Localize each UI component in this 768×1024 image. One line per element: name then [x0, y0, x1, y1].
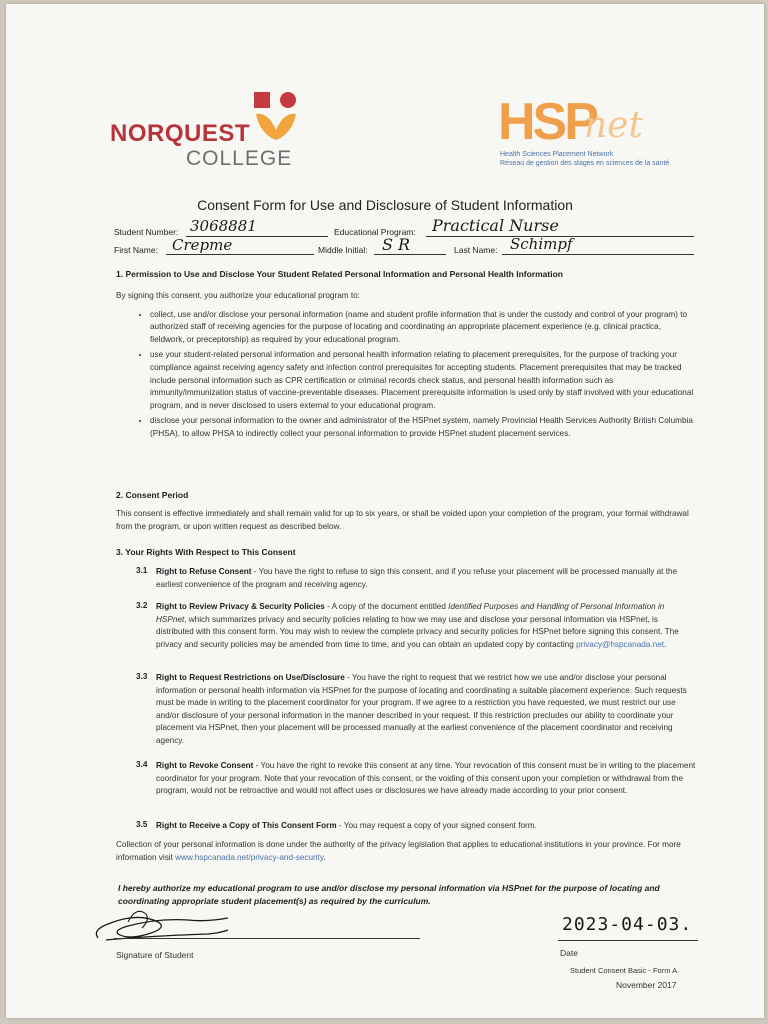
section-2-heading: 2. Consent Period: [116, 490, 189, 500]
list-item: • disclose your personal information to the owner and administrator of the HSPnet system, namely Provincial Health Services Authority British Columbia (PHSA), to allow PHSA to indirectly collect your personal information to provide HSPnet student placement services.: [150, 415, 696, 440]
section-3-4-body: [156, 760, 696, 798]
section-1-heading: 1. Permission to Use and Disclose Your Student Related Personal Information and Personal Health Information: [116, 269, 563, 279]
section-3-5-body: [156, 820, 696, 833]
section-1-intro: By signing this consent, you authorize your educational program to:: [116, 291, 360, 300]
middle-initial-line: [374, 254, 446, 255]
section-1-list: [130, 309, 696, 441]
section-3-2-text-a: - A copy of the document entitled: [324, 602, 449, 611]
section-3-2-document-title: Identified Purposes and Handling of Personal Information in HSPnet: [156, 602, 665, 624]
last-name-label: Last Name:: [454, 245, 498, 255]
signature-line: [114, 938, 420, 939]
section-3-2-number: 3.2: [136, 601, 148, 610]
section-3-4-title: Right to Revoke Consent: [156, 761, 254, 770]
section-3-3-title: Right to Request Restrictions on Use/Disclosure: [156, 673, 345, 682]
hspnet-logo: HSP: [498, 93, 596, 151]
consent-form-page: [6, 4, 764, 1018]
first-name-line: [166, 254, 314, 255]
collection-text: Collection of your personal information is done under the authority of the privacy legislation that applies to educational institutions in your province. For more information visit: [116, 840, 681, 862]
date-line: [558, 940, 698, 941]
section-3-2-text-b: , which summarizes privacy and security policies relating to how we may use and disclose your personal information via HSPnet, is distributed with this consent form. You may wish to review the complete privacy and security policies for HSPnet before signing this consent. The privacy and security policies may be amended from time to time, and you can obtain an updated copy by contacting: [156, 614, 679, 649]
section-3-2-body: [156, 601, 696, 651]
norquest-name: NORQUEST: [110, 120, 251, 147]
signature-date-value[interactable]: 2023-04-03.: [562, 914, 693, 935]
privacy-security-link[interactable]: www.hspcanada.net/privacy-and-security: [175, 852, 324, 862]
privacy-email-link[interactable]: privacy@hspcanada.net: [576, 639, 665, 649]
section-2-body: This consent is effective immediately and shall remain valid for up to six years, or shall be voided upon your completion of the program, your formal withdrawal from the program, or upon written request as described below.: [116, 509, 689, 531]
student-signature[interactable]: [88, 900, 238, 950]
section-3-1-number: 3.1: [136, 566, 148, 575]
section-3-3-body: [156, 672, 696, 748]
student-number-label: Student Number:: [114, 227, 179, 237]
section-3-2-title: Right to Review Privacy & Security Policies: [156, 602, 325, 611]
first-name-value[interactable]: Crepme: [172, 236, 233, 254]
section-3-2-end: .: [664, 639, 667, 649]
middle-initial-value[interactable]: S R: [382, 235, 411, 254]
section-3-3-text: - You have the right to request that we restrict how we use and/or disclose your personal information or personal health information via HSPnet for the purpose of locating and coordinating a suitable placement experience. Such requests must be made in writing to the placement coordinator for your program. If we agree to a restriction you have requested, we must restrict our use and/or disclosure of your personal information in the manner described in your request. If this restriction precludes our ability to coordinate your placement via HSPnet, then your placement will be processed manually at the earliest convenience of the placement coordinator and receiving agency.: [156, 673, 687, 745]
form-date: November 2017: [616, 980, 677, 990]
first-name-label: First Name:: [114, 245, 158, 255]
list-item: • collect, use and/or disclose your personal information (name and student profile information that is under the custody and control of your program) to authorized staff of receiving agencies for the purpose of locating and coordinating an appropriate placement experience (e.g. clinical practica, fieldwork, or preceptorship) as required by your educational program.: [150, 309, 696, 347]
program-value[interactable]: Practical Nurse: [432, 216, 559, 235]
program-label: Educational Program:: [334, 227, 416, 237]
section-3-4-text: - You have the right to revoke this consent at any time. Your revocation of this consent must be in writing to the placement coordinator for your program. Note that your revocation of this consent, or the voiding of this consent upon your completion or withdrawal from the program, would not be retroactive and would not affect uses or disclosures we have already made according to your prior consent.: [156, 761, 696, 796]
list-item: • use your student-related personal information and personal health information relating to placement prerequisites, for the purpose of tracking your compliance against receiving agency safety and infection control prerequisites for accepting students. Placement prerequisites that may be tracked include personal information such as CPR certification or criminal records check status, and personal health information such as immunity/immunization status of vaccine-preventable diseases. Placement prerequisite information is used only by staff involved with your educational program, and is never disclosed to users external to your educational program.: [150, 349, 696, 412]
collection-notice: [116, 839, 696, 864]
norquest-logo: [110, 122, 292, 169]
section-3-3-number: 3.3: [136, 672, 148, 681]
hspnet-tagline: [500, 150, 669, 168]
last-name-value[interactable]: Schimpf: [510, 235, 573, 253]
student-number-value[interactable]: 3068881: [190, 217, 257, 235]
section-3-5-title: Right to Receive a Copy of This Consent Form: [156, 821, 337, 830]
section-3-heading: 3. Your Rights With Respect to This Consent: [116, 547, 296, 557]
last-name-line: [502, 254, 694, 255]
hspnet-tagline-fr: Réseau de gestion des stages en sciences de la santé: [500, 160, 670, 167]
norquest-college: COLLEGE: [186, 147, 293, 170]
hspnet-tagline-en: Health Sciences Placement Network: [500, 151, 614, 158]
section-1-body: [116, 290, 696, 444]
section-3-1-body: [156, 566, 696, 591]
date-label: Date: [560, 948, 578, 958]
hspnet-logo-net: net: [584, 105, 643, 146]
section-3-5-number: 3.5: [136, 820, 148, 829]
section-3-4-number: 3.4: [136, 760, 148, 769]
section-3-1-title: Right to Refuse Consent: [156, 567, 252, 576]
signature-label: Signature of Student: [116, 950, 194, 960]
form-name: Student Consent Basic - Form A: [570, 966, 678, 975]
section-3-5-text: - You may request a copy of your signed consent form.: [336, 821, 537, 830]
collection-end: .: [323, 852, 326, 862]
section-3-1-text: - You have the right to refuse to sign this consent, and if you refuse your placement will be processed manually at the earliest convenience of the program and receiving agency.: [156, 567, 678, 589]
form-title: Consent Form for Use and Disclosure of Student Information: [197, 197, 573, 213]
authorization-statement: I hereby authorize my educational program to use and/or disclose my personal information via HSPnet for the purpose of locating and coordinating appropriate student placement(s) as required by the curriculum.: [118, 883, 660, 906]
middle-initial-label: Middle Initial:: [318, 245, 368, 255]
